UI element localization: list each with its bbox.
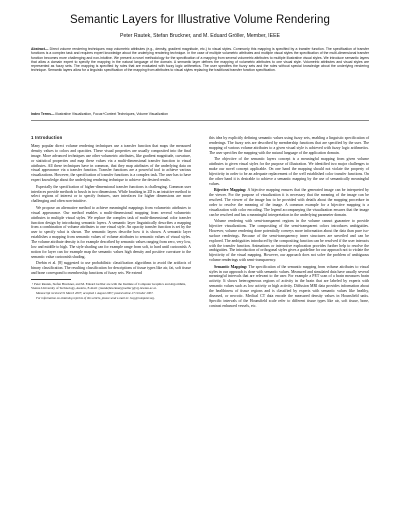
subsection-paragraph xyxy=(209,265,369,309)
paper-authors: Peter Rautek, Stefan Bruckner, and M. Eduard Gröller, Member, IEEE xyxy=(119,33,281,39)
index-terms xyxy=(31,112,369,116)
index-terms-text: Illustrative Visualization, Focus+Context Techniques, Volume Visualization xyxy=(55,112,169,116)
abstract-text: Direct volume rendering techniques map volumetric attributes (e.g., density, gradient magnitude, etc.) to visual styles. Commonly this mapping is specified by a transfer function. The specification of transfer functions is a complex task and requires expert knowledge about the underlying rendering technique. In the case of multiple volumetric attributes and multiple visual styles the specification of the multi-dimensional transfer function becomes more challenging and non-intuitive. We present a novel methodology for the specification of a mapping from several volumetric attributes to multiple illustrative visual styles. We introduce semantic layers that allow a domain expert to specify the mapping in the natural language of the domain. A semantic layer defines the mapping of volumetric attributes to one visual style. Volumetric attributes and visual styles are represented as fuzzy sets. The mapping is specified by rules that are evaluated with fuzzy logic arithmetics. The user specifies the fuzzy sets and the rules without special knowledge about the underlying rendering technique. Semantic layers allow for a linguistic specification of the mapping from attributes to visual styles replacing the traditional transfer function specification. xyxy=(31,47,370,73)
right-column xyxy=(209,136,369,310)
subsection-heading: Bijective Mapping: xyxy=(214,188,247,193)
paper-title: Semantic Layers for Illustrative Volume Rendering xyxy=(70,14,330,26)
subsection-text: A bijective mapping ensures that the generated image can be interpreted by the viewer. For the purpose of visualization it is necessary that the meaning of the image can be resolved. The viewer of the image has to be provided with details about the mapping procedure in order to resolve the meaning of the image. A common example for a bijective mapping is a visualization with color encoding. The legend accompanying the visualization ensures that the image can be resolved and has a meaningful interpretation in the underlying parameter domain. xyxy=(209,188,369,217)
left-column xyxy=(31,136,191,302)
subsection-heading: Semantic Mapping: xyxy=(214,264,248,269)
footnote-received: Manuscript received 31 March 2007; accepted 1 August 2007; posted online 27 October 2007. xyxy=(36,290,154,295)
footnote-affiliation: • Peter Rautek, Stefan Bruckner, and M. Eduard Gröller are with the Institute of Computer Graphics and Algorithms, Vienna University of Technology, Austria, E-mail: {rautek|bruckner|groeller}@cg.tuwien.ac.at. xyxy=(31,282,191,290)
index-terms-label: Index Terms— xyxy=(31,112,55,116)
section-heading: 1 Introduction xyxy=(31,135,63,140)
abstract-label: Abstract— xyxy=(31,47,49,51)
paragraph: The objective of the semantic layers concept is a meaningful mapping from given volume attributes to given visual styles for the purpose of illustration. We identified two major challenges to make our novel concept applicable. On one hand the mapping should not violate the property of bijectivity in order to be an adequate replacement of the well established color transfer functions. On the other hand it is desirable to achieve a semantic mapping by the use of semantically meaningful values. xyxy=(209,157,369,186)
paragraph: Volume rendering with semi-transparent regions in the volume cannot guarantee to provide bijective visualizations. The compositing of the semi-transparent colors introduces ambiguities. However, volume rendering done potentially conveys more information about the data than pure iso-surface renderings. Because of the semi-transparency inner structures are unveiled and can be explored. The ambiguities introduced by the compositing function can be resolved if the user interacts with the transfer function. Animations or interactive exploration provides further help to resolve the ambiguities. The introduction of orthogonal styles gives a guideline for our approach not to violate the bijectivity of the visual mapping. However, our approach does not solve the problem of ambiguous volume renderings with semi-transparency. xyxy=(209,219,369,263)
paragraph: Especially the specification of higher-dimensional transfer functions is challenging. Common user interfaces provide methods to brush in two dimensions. While brushing in 2D is an intuitive method to select regions of interest or to specify features, user interfaces for higher dimensions are more challenging and often non-intuitive. xyxy=(31,184,191,204)
paragraph: this idea by explicitly defining semantic values using fuzzy sets, enabling a linguistic specification of renderings. The fuzzy sets are described by membership functions that are specified by the user. The mapping of various volume attributes to a given visual style is achieved with fuzzy logic arithmetics. The user specifies the mapping with the natural language of the application domain. xyxy=(209,136,369,155)
subsection-text: The specification of the semantic mapping from volume attributes to visual styles in our approach is done with semantic values. Measured and simulated data have usually several meaningful intervals that are relevant to the user. For example a PET scan of a brain measures brain activity. It shows heterogeneous regions of activity in the brain that are labeled by experts with semantic values such as low activity or high activity. Diffusion MRI data provides information about the healthiness of tissue regions and is classified by experts with semantic values like healthy, diseased, or necrotic. Medical CT data encode the measured density values in Hounsfield units. Specific intervals of the Hounsfield scale refer to different tissue types like air, soft tissue, bone, contrast enhanced vessels, etc. xyxy=(209,264,370,308)
footnote-reprints: For information on obtaining reprints of this article, please send e-mail to: tvcg@computer.org. xyxy=(36,296,155,301)
footnote-divider xyxy=(31,279,71,280)
paragraph: Drebin et al. [8] suggested to use probabilistic classification algorithms to avoid the artifacts of binary classification. The resulting classification for descriptions of tissue types like air, fat, soft tissue and bone correspond to membership functions of fuzzy sets. We extend xyxy=(31,261,191,276)
paragraph: We propose an alternative method to achieve meaningful mappings from volumetric attributes to visual appearance. Our method enables a multi-dimensional mapping from several volumetric attributes to multiple visual styles. We replace the complex task of multi-dimensional color transfer function design by introducing semantic layers. A semantic layer linguistically describes a mapping from a combination of volume attributes to one visual style. An opacity transfer function is set by the user to specify what is shown. The semantic layers describe how it is shown. A semantic layer establishes a mapping from semantic values of volume attributes to semantic values of visual styles. The volume attribute density is for example described by semantic values ranging from zero, very low, low and middle to high. The style shading can for example range from soft, to hard until cartoonish. A notion for layer can for example map the semantic values high density and positive curvature to the semantic value cartoonish shading. xyxy=(31,205,191,259)
abstract xyxy=(31,47,369,73)
paragraph: Many popular direct volume rendering techniques use a transfer function that maps the measured density values to colors and opacities. These visual properties are usually composited into the final image. More advanced techniques use other volumetric attributes, like gradient magnitude, curvature, or statistical properties and map these values via a multi-dimensional transfer function to visual attributes. All these techniques have in common, that they map attributes of the underlying data on visual appearance via a transfer function. Transfer functions are a powerful tool to achieve various visualizations. However, the specification of transfer functions is a complex task. The user has to have expert knowledge about the underlying rendering technique to achieve the desired results. xyxy=(31,143,191,183)
subsection-paragraph xyxy=(209,188,369,217)
header-divider xyxy=(31,120,369,121)
